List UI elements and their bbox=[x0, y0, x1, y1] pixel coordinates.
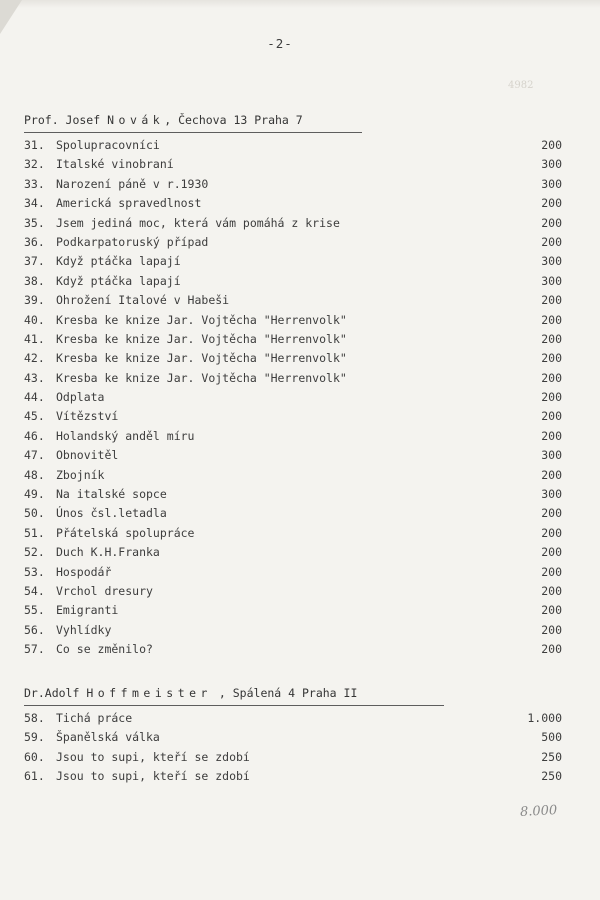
item-title: Obnovitěl bbox=[56, 448, 119, 463]
item-title: Jsem jediná moc, která vám pomáhá z krise bbox=[56, 215, 340, 230]
list-item bbox=[24, 175, 564, 194]
item-number: 35. bbox=[24, 215, 45, 230]
section-header-hoffmeister bbox=[24, 686, 357, 700]
item-title: Spolupracovníci bbox=[56, 138, 160, 152]
list-item bbox=[24, 155, 564, 174]
header-address: , Čechova 13 Praha 7 bbox=[164, 113, 303, 127]
item-title: Ohrožení Italové v Habeši bbox=[56, 293, 230, 308]
item-number: 41. bbox=[24, 331, 45, 346]
page-number: -2- bbox=[267, 36, 293, 51]
item-title: Hospodář bbox=[56, 564, 112, 579]
section-header-novak bbox=[24, 113, 303, 127]
list-item bbox=[24, 388, 564, 407]
list-item bbox=[24, 466, 564, 485]
item-title: Tichá práce bbox=[56, 711, 133, 725]
item-title: Holandský anděl míru bbox=[56, 428, 195, 443]
item-title: Italské vinobraní bbox=[56, 157, 174, 172]
list-item bbox=[24, 621, 564, 640]
item-number: 49. bbox=[24, 487, 45, 502]
header-underline bbox=[24, 705, 444, 706]
item-number: 38. bbox=[24, 273, 45, 288]
item-title: Když ptáčka lapají bbox=[56, 254, 181, 269]
folded-corner bbox=[0, 0, 22, 34]
item-number: 32. bbox=[24, 157, 45, 172]
faint-pencil-mark: 4982 bbox=[508, 80, 534, 91]
item-price: 200 bbox=[541, 196, 562, 211]
item-title: Kresba ke knize Jar. Vojtěcha "Herrenvolk" bbox=[56, 312, 347, 327]
item-number: 45. bbox=[24, 409, 45, 424]
list-item bbox=[24, 582, 564, 601]
item-number: 43. bbox=[24, 370, 45, 385]
item-title: Emigranti bbox=[56, 603, 119, 618]
item-number: 52. bbox=[24, 545, 45, 560]
item-price: 500 bbox=[541, 730, 562, 745]
item-number: 48. bbox=[24, 467, 45, 482]
header-name: Novák bbox=[107, 113, 165, 127]
list-item bbox=[24, 427, 564, 446]
header-prefix: Prof. Josef bbox=[24, 113, 108, 127]
list-item bbox=[24, 543, 564, 562]
item-price: 200 bbox=[541, 293, 562, 308]
item-number: 60. bbox=[24, 749, 45, 764]
item-title: Vrchol dresury bbox=[56, 583, 153, 598]
item-number: 56. bbox=[24, 622, 45, 637]
list-item bbox=[24, 194, 564, 213]
item-price: 250 bbox=[541, 749, 562, 764]
item-price: 200 bbox=[541, 370, 562, 385]
item-price: 300 bbox=[541, 254, 562, 269]
item-price: 200 bbox=[541, 351, 562, 366]
item-number: 34. bbox=[24, 196, 45, 211]
item-number: 59. bbox=[24, 730, 45, 745]
list-item bbox=[24, 311, 564, 330]
item-title: Kresba ke knize Jar. Vojtěcha "Herrenvolk" bbox=[56, 370, 347, 385]
item-number: 33. bbox=[24, 176, 45, 191]
list-item bbox=[24, 272, 564, 291]
item-number: 42. bbox=[24, 351, 45, 366]
item-price: 200 bbox=[541, 525, 562, 540]
item-number: 54. bbox=[24, 583, 45, 598]
item-title: Přátelská spolupráce bbox=[56, 525, 195, 540]
list-item bbox=[24, 524, 564, 543]
item-price: 1.000 bbox=[527, 711, 562, 725]
item-number: 44. bbox=[24, 390, 45, 405]
list-item bbox=[24, 349, 564, 368]
item-title: Vítězství bbox=[56, 409, 119, 424]
item-price: 300 bbox=[541, 273, 562, 288]
item-title: Vyhlídky bbox=[56, 622, 112, 637]
list-item bbox=[24, 709, 564, 728]
item-title: Když ptáčka lapají bbox=[56, 273, 181, 288]
artwork-list-hoffmeister bbox=[24, 709, 564, 787]
paper-edge-shadow bbox=[0, 0, 600, 8]
artwork-list-novak bbox=[24, 136, 564, 660]
item-number: 39. bbox=[24, 293, 45, 308]
list-item bbox=[24, 407, 564, 426]
item-price: 300 bbox=[541, 487, 562, 502]
list-item bbox=[24, 767, 564, 786]
item-price: 200 bbox=[541, 467, 562, 482]
list-item bbox=[24, 485, 564, 504]
list-item bbox=[24, 136, 564, 155]
item-price: 200 bbox=[541, 312, 562, 327]
handwritten-total: 8.000 bbox=[519, 803, 558, 820]
list-item bbox=[24, 214, 564, 233]
item-number: 36. bbox=[24, 234, 45, 249]
list-item bbox=[24, 504, 564, 523]
list-item bbox=[24, 563, 564, 582]
list-item bbox=[24, 369, 564, 388]
list-item bbox=[24, 252, 564, 271]
list-item bbox=[24, 446, 564, 465]
item-title: Podkarpatoruský případ bbox=[56, 234, 209, 249]
list-item bbox=[24, 748, 564, 767]
header-underline bbox=[24, 132, 362, 133]
item-price: 200 bbox=[541, 390, 562, 405]
list-item bbox=[24, 601, 564, 620]
item-title: Kresba ke knize Jar. Vojtěcha "Herrenvolk" bbox=[56, 351, 347, 366]
item-title: Jsou to supi, kteří se zdobí bbox=[56, 769, 250, 784]
item-number: 53. bbox=[24, 564, 45, 579]
item-price: 300 bbox=[541, 157, 562, 172]
item-title: Americká spravedlnost bbox=[56, 196, 202, 211]
item-price: 200 bbox=[541, 138, 562, 152]
list-item bbox=[24, 233, 564, 252]
item-price: 200 bbox=[541, 622, 562, 637]
item-number: 40. bbox=[24, 312, 45, 327]
item-price: 200 bbox=[541, 545, 562, 560]
item-number: 57. bbox=[24, 642, 45, 657]
item-number: 55. bbox=[24, 603, 45, 618]
item-number: 51. bbox=[24, 525, 45, 540]
item-price: 200 bbox=[541, 234, 562, 249]
list-item bbox=[24, 728, 564, 747]
item-price: 200 bbox=[541, 564, 562, 579]
header-prefix: Dr.Adolf bbox=[24, 686, 87, 700]
item-title: Narození páně v r.1930 bbox=[56, 176, 209, 191]
item-number: 47. bbox=[24, 448, 45, 463]
item-title: Únos čsl.letadla bbox=[56, 506, 167, 521]
item-price: 200 bbox=[541, 642, 562, 657]
item-price: 250 bbox=[541, 769, 562, 784]
item-title: Co se změnilo? bbox=[56, 642, 153, 657]
item-title: Odplata bbox=[56, 390, 105, 405]
item-number: 37. bbox=[24, 254, 45, 269]
item-title: Španělská válka bbox=[56, 730, 160, 745]
list-item bbox=[24, 330, 564, 349]
item-title: Duch K.H.Franka bbox=[56, 545, 160, 560]
item-title: Jsou to supi, kteří se zdobí bbox=[56, 749, 250, 764]
header-address: , Spálená 4 Praha II bbox=[211, 686, 358, 700]
item-number: 61. bbox=[24, 769, 45, 784]
list-item bbox=[24, 640, 564, 659]
item-title: Kresba ke knize Jar. Vojtěcha "Herrenvolk" bbox=[56, 331, 347, 346]
item-price: 200 bbox=[541, 331, 562, 346]
item-price: 200 bbox=[541, 603, 562, 618]
item-title: Zbojník bbox=[56, 467, 105, 482]
item-number: 46. bbox=[24, 428, 45, 443]
item-number: 31. bbox=[24, 138, 45, 152]
item-number: 50. bbox=[24, 506, 45, 521]
item-price: 200 bbox=[541, 428, 562, 443]
item-title: Na italské sopce bbox=[56, 487, 167, 502]
item-price: 300 bbox=[541, 448, 562, 463]
item-price: 300 bbox=[541, 176, 562, 191]
item-price: 200 bbox=[541, 583, 562, 598]
item-number: 58. bbox=[24, 711, 45, 725]
item-price: 200 bbox=[541, 409, 562, 424]
item-price: 200 bbox=[541, 215, 562, 230]
list-item bbox=[24, 291, 564, 310]
header-name: Hoffmeister bbox=[86, 686, 212, 700]
item-price: 200 bbox=[541, 506, 562, 521]
